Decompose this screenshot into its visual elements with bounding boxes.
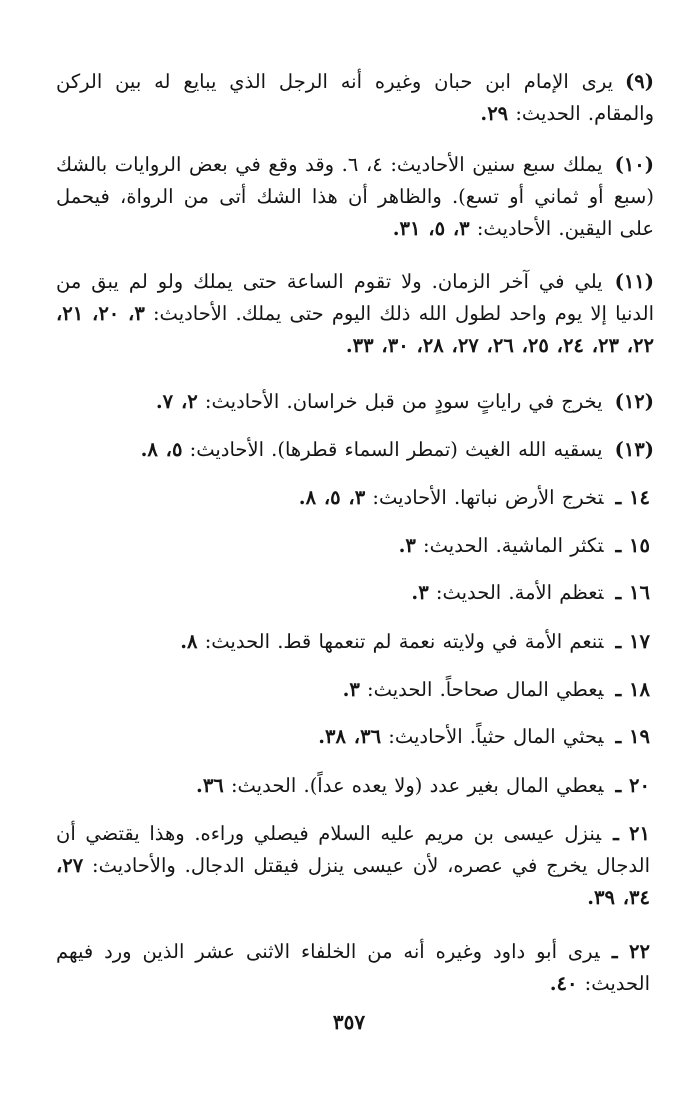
item-text: تعظم الأمة. الحديث:	[428, 581, 604, 604]
item-number: ٢٢ ـ	[611, 940, 650, 963]
item-refs: ٣، ٥، ٨.	[298, 486, 366, 509]
item-refs: ٣.	[342, 678, 360, 701]
item-refs: ٥، ٨.	[140, 438, 183, 461]
item-number: (١٣)	[614, 438, 654, 461]
item-number: ١٧ ـ	[615, 630, 650, 653]
item-text: يلي في آخر الزمان. ولا تقوم الساعة حتى يملك ولو لم يبق من الدنيا إلا يوم واحد لطول الله ذلك اليوم حتى يملك. الأحاديث:	[56, 270, 654, 325]
list-item	[56, 149, 654, 245]
item-refs: ٤٠.	[549, 972, 578, 995]
item-number: (٩)	[625, 70, 654, 93]
item-number: ١٥ ـ	[615, 534, 650, 557]
item-refs: ٨.	[180, 630, 198, 653]
item-number: ١٦ ـ	[615, 581, 650, 604]
item-number: ٢١ ـ	[613, 822, 650, 845]
item-text: ينزل عيسى بن مريم عليه السلام فيصلي وراءه. وهذا يقتضي أن الدجال يخرج في عصره، لأن عيسى ينزل فيقتل الدجال. والأحاديث:	[56, 822, 650, 877]
item-text: يرى الإمام ابن حبان وغيره أنه الرجل الذي يبايع له بين الركن والمقام. الحديث:	[56, 70, 654, 125]
list-item	[56, 770, 650, 802]
item-refs: ٣.	[398, 534, 416, 557]
list-item	[56, 721, 650, 753]
item-text: يرى أبو داود وغيره أنه من الخلفاء الاثنى عشر الذين ورد فيهم الحديث:	[56, 940, 650, 995]
list-item	[56, 434, 654, 466]
list-item	[56, 386, 654, 418]
item-number: ١٤ ـ	[615, 486, 650, 509]
item-text: تكثر الماشية. الحديث:	[415, 534, 604, 557]
item-number: (١٢)	[614, 390, 654, 413]
item-text: تخرج الأرض نباتها. الأحاديث:	[365, 486, 604, 509]
item-refs: ٢٧، ٣٤، ٣٩.	[56, 854, 650, 909]
item-number: (١١)	[614, 270, 654, 293]
item-refs: ٢، ٧.	[155, 390, 198, 413]
item-text: يسقيه الله الغيث (تمطر السماء قطرها). الأحاديث:	[182, 438, 603, 461]
list-item	[56, 818, 650, 914]
list-item	[56, 626, 650, 658]
item-number: ١٩ ـ	[615, 725, 650, 748]
item-refs: ٣٦.	[196, 774, 224, 797]
item-text: يعطي المال صحاحاً. الحديث:	[359, 678, 604, 701]
list-item	[56, 482, 650, 514]
list-item	[56, 530, 650, 562]
item-number: ١٨ ـ	[615, 678, 650, 701]
page-number: ٣٥٧	[332, 1010, 366, 1034]
list-item	[56, 266, 654, 362]
item-refs: ٣.	[411, 581, 429, 604]
item-text: يملك سبع سنين الأحاديث: ٤، ٦. وقد وقع في بعض الروايات بالشك (سبع أو ثماني أو تسع). والظاهر أن هذا الشك أتى من الرواة، فيحمل على اليقين. الأحاديث:	[56, 153, 654, 240]
item-refs: ٣٦، ٣٨.	[318, 725, 382, 748]
item-refs: ٣، ٥، ٣١.	[392, 217, 470, 240]
list-item	[56, 936, 650, 1000]
list-item	[56, 674, 650, 706]
item-text: يحثي المال حثياً. الأحاديث:	[381, 725, 604, 748]
item-number: (١٠)	[614, 153, 654, 176]
item-number: ٢٠ ـ	[615, 774, 650, 797]
item-text: يعطي المال بغير عدد (ولا يعده عداً). الحديث:	[223, 774, 604, 797]
list-item	[56, 577, 650, 609]
item-text: تنعم الأمة في ولايته نعمة لم تنعمها قط. الحديث:	[197, 630, 604, 653]
item-refs: ٣، ٢٠، ٢١، ٢٢، ٢٣، ٢٤، ٢٥، ٢٦، ٢٧، ٢٨، ٣٠، ٣٣.	[56, 302, 654, 357]
list-item	[56, 66, 654, 130]
item-refs: ٢٩.	[480, 102, 509, 125]
item-text: يخرج في راياتٍ سودٍ من قبل خراسان. الأحاديث:	[197, 390, 603, 413]
